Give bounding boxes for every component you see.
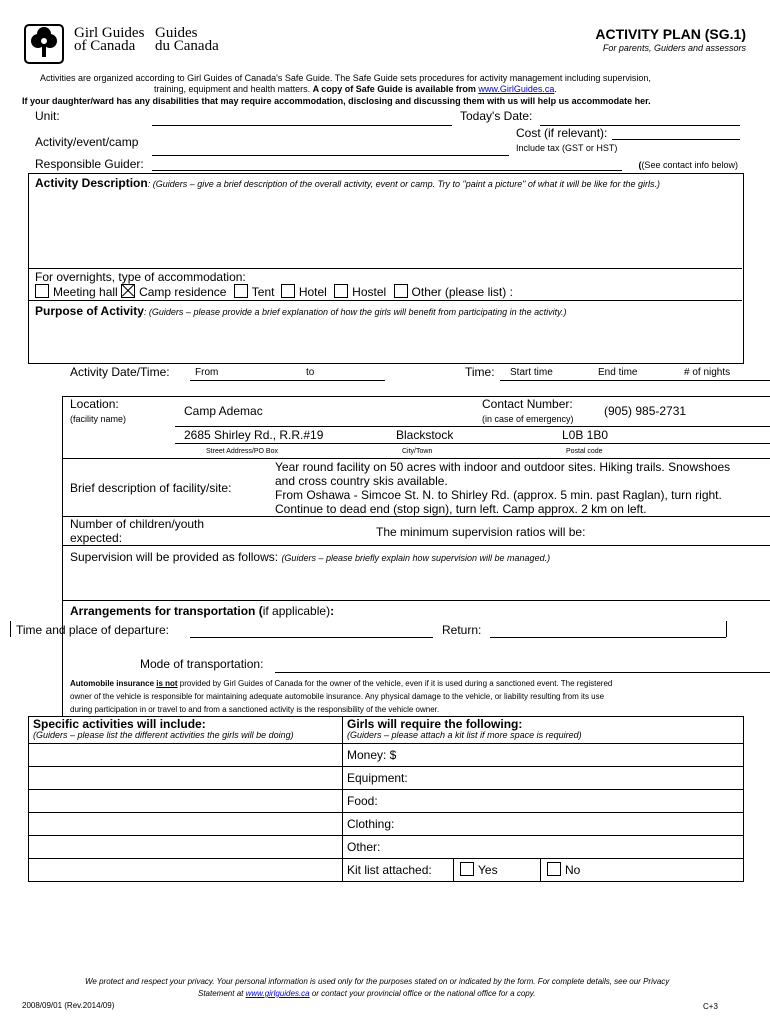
option-tent[interactable]	[234, 285, 275, 299]
activity-description-label: Activity Description	[35, 176, 148, 190]
table-row	[29, 836, 744, 859]
insurance-line-3: during participation in or travel to and from a sanctioned activity is the responsibility of the vehicle owner.	[70, 705, 440, 714]
cost-note: Include tax (GST or HST)	[516, 143, 618, 153]
transport-mode-field[interactable]	[275, 672, 770, 673]
logo	[24, 24, 64, 64]
checkbox-icon[interactable]	[281, 284, 295, 298]
activities-right-hint: (Guiders – please attach a kit list if more space is required)	[347, 730, 582, 740]
checkbox-icon[interactable]	[234, 284, 248, 298]
checkbox-icon[interactable]	[460, 862, 474, 876]
requirement-cell[interactable]: Clothing:	[343, 813, 744, 836]
location-name[interactable]: Camp Ademac	[184, 404, 263, 418]
intro-line-2: training, equipment and health matters. A copy of Safe Guide is available from www.GirlGuides.ca.	[154, 84, 557, 94]
requirement-cell[interactable]: Money: $	[343, 744, 744, 767]
option-camp-residence[interactable]	[121, 285, 226, 299]
form-code: C+3	[703, 1002, 718, 1011]
supervision-label: Supervision will be provided as follows:	[70, 550, 282, 564]
option-label: Tent	[251, 285, 275, 299]
activity-cell[interactable]	[29, 767, 343, 790]
table-row	[29, 744, 744, 767]
table-row	[29, 717, 744, 744]
contact-info-note-text: (See contact info below)	[641, 160, 738, 170]
insurance-not: is not	[156, 679, 178, 688]
activity-cell[interactable]	[29, 790, 343, 813]
intro-line-2-text: training, equipment and health matters.	[154, 84, 313, 94]
option-meeting-hall[interactable]	[35, 285, 118, 299]
transportation-heading	[70, 604, 334, 618]
transportation-label-plain: if applicable)	[262, 604, 331, 618]
divider	[62, 600, 770, 601]
privacy-line-2-post: or contact your provincial office or the national office for a copy.	[309, 989, 536, 998]
cost-label: Cost (if relevant):	[516, 126, 608, 140]
facility-description[interactable]	[275, 460, 730, 516]
activities-left-title: Specific activities will include:	[33, 717, 206, 731]
purpose-hint: : (Guiders – please provide a brief explanation of how the girls will benefit from participating in the activity.)	[143, 307, 567, 317]
overnight-label: For overnights, type of accommodation:	[35, 270, 246, 284]
table-header-cell	[29, 717, 343, 744]
activity-description-hint: : (Guiders – give a brief description of the overall activity, event or camp. Try to "paint a picture" of what it will be like for the girls.)	[147, 179, 660, 189]
purpose-label: Purpose of Activity	[35, 304, 144, 318]
activity-date-field[interactable]	[190, 380, 385, 381]
facility-name-label: (facility name)	[70, 414, 127, 424]
contact-info-note: ((See contact info below)	[638, 160, 738, 170]
revision-date: 2008/09/01 (Rev.2014/09)	[22, 1001, 115, 1010]
supervision-ratios-label: The minimum supervision ratios will be:	[376, 525, 586, 539]
privacy-line-1: We protect and respect your privacy. Your personal information is used only for the purposes stated on or indicated by the form. For complete details, see our Privacy	[85, 977, 670, 986]
privacy-line-2-pre: Statement at	[198, 989, 246, 998]
street-address-caption: Street Address/PO Box	[206, 448, 278, 455]
activity-cell[interactable]	[29, 744, 343, 767]
transportation-label-end: :	[330, 604, 335, 618]
facility-description-line: and cross country skis available.	[275, 474, 448, 488]
cost-field[interactable]	[612, 139, 740, 140]
children-label-2: expected:	[70, 531, 123, 545]
privacy-line-2	[198, 989, 535, 998]
date-from-label: From	[195, 367, 219, 378]
table-header-cell	[343, 717, 744, 744]
time-label: Time:	[465, 365, 495, 379]
facility-description-line: From Oshawa - Simcoe St. N. to Shirley Rd. (approx. 5 min. past Raglan), turn right.	[275, 488, 722, 502]
option-label: Camp residence	[139, 285, 227, 299]
checkbox-checked-icon[interactable]	[121, 284, 135, 298]
contact-phone[interactable]: (905) 985-2731	[604, 404, 687, 418]
section-border	[62, 396, 63, 716]
option-label: Other (please list) :	[411, 285, 513, 299]
org-name-en-2: of Canada	[74, 38, 136, 54]
girlguides-link[interactable]: www.GirlGuides.ca	[478, 84, 555, 94]
option-other[interactable]	[394, 285, 513, 299]
divider	[28, 268, 742, 269]
departure-field[interactable]	[190, 637, 433, 638]
option-hotel[interactable]	[281, 285, 327, 299]
checkbox-icon[interactable]	[334, 284, 348, 298]
contact-number-label: Contact Number:	[482, 397, 573, 411]
street-address[interactable]: 2685 Shirley Rd., R.R.#19	[184, 428, 324, 442]
activities-table	[28, 716, 744, 882]
option-hostel[interactable]	[334, 285, 386, 299]
activity-description-heading	[35, 176, 660, 190]
city-town[interactable]: Blackstock	[396, 428, 454, 442]
postal-caption: Postal code	[566, 448, 603, 455]
supervision-heading	[70, 550, 550, 564]
return-field[interactable]	[490, 637, 726, 638]
activity-date-label: Activity Date/Time:	[70, 365, 170, 379]
return-label: Return:	[442, 623, 482, 637]
divider	[62, 545, 770, 546]
checkbox-icon[interactable]	[547, 862, 561, 876]
kit-no-label: No	[565, 863, 581, 877]
start-time-label: Start time	[510, 367, 553, 378]
address-underline	[175, 443, 770, 444]
intro-line-2-bold: A copy of Safe Guide is available from	[312, 84, 479, 94]
facility-description-line: Year round facility on 50 acres with indoor and outdoor sites. Hiking trails. Snowshoes	[275, 460, 731, 474]
requirement-cell[interactable]: Food:	[343, 790, 744, 813]
supervision-hint: (Guiders – please briefly explain how supervision will be managed.)	[281, 553, 551, 563]
unit-label: Unit:	[35, 109, 60, 123]
responsible-guider-label: Responsible Guider:	[35, 157, 144, 171]
trefoil-icon	[24, 24, 64, 64]
table-row	[29, 767, 744, 790]
transport-mode-label: Mode of transportation:	[140, 657, 264, 671]
privacy-link[interactable]: www.girlguides.ca	[245, 989, 310, 998]
responsible-guider-field[interactable]	[152, 170, 622, 171]
page-title: ACTIVITY PLAN (SG.1)	[595, 26, 746, 42]
purpose-heading	[35, 304, 566, 318]
unit-field[interactable]	[152, 125, 452, 126]
todays-date-label: Today's Date:	[460, 109, 533, 123]
checkbox-icon[interactable]	[35, 284, 49, 298]
page-subtitle: For parents, Guiders and assessors	[602, 43, 746, 53]
end-time-label: End time	[598, 367, 638, 378]
activity-event-label: Activity/event/camp	[35, 135, 139, 149]
intro-line-3: If your daughter/ward has any disabilities that may require accommodation, disclosing and discussing them with us will help us accommodate her.	[22, 96, 651, 106]
facility-description-label: Brief description of facility/site:	[70, 481, 232, 495]
section-border	[726, 621, 727, 637]
facility-description-line: Continue to dead end (stop sign), turn left. Camp approx. 2 km on left.	[275, 502, 647, 516]
kit-yes-option[interactable]	[454, 859, 541, 881]
activity-cell[interactable]	[29, 836, 343, 859]
requirement-cell[interactable]: Equipment:	[343, 767, 744, 790]
requirement-cell[interactable]: Other:	[343, 836, 744, 859]
kit-list-cell	[343, 859, 744, 882]
nights-label: # of nights	[684, 367, 731, 378]
org-name-en-1: Girl Guides	[74, 25, 145, 41]
emergency-note: (in case of emergency)	[482, 414, 574, 424]
activity-event-field[interactable]	[152, 155, 509, 156]
kit-yes-label: Yes	[478, 863, 498, 877]
option-label: Hostel	[352, 285, 387, 299]
divider	[28, 300, 742, 301]
divider	[62, 396, 770, 397]
intro-line-1: Activities are organized according to Girl Guides of Canada's Safe Guide. The Safe Guide sets procedures for activity management including supervision,	[40, 73, 651, 83]
table-row	[29, 790, 744, 813]
transportation-label-bold: Arrangements for transportation (	[70, 604, 263, 618]
insurance-line-1: provided by Girl Guides of Canada for the owner of the vehicle, even if it is used during a sanctioned event. The registered	[177, 679, 613, 688]
insurance-notice	[70, 677, 612, 716]
insurance-bold: Automobile insurance	[70, 679, 157, 688]
activities-left-hint: (Guiders – please list the different activities the girls will be doing)	[33, 730, 294, 740]
children-label-1: Number of children/youth	[70, 517, 205, 531]
divider	[62, 458, 770, 459]
table-row	[29, 813, 744, 836]
location-label: Location:	[70, 397, 119, 411]
departure-label: Time and place of departure:	[16, 623, 169, 637]
time-field[interactable]	[500, 380, 770, 381]
activities-right-title: Girls will require the following:	[347, 717, 523, 731]
activity-cell[interactable]	[29, 813, 343, 836]
kit-no-option[interactable]	[541, 859, 580, 881]
table-row	[29, 859, 744, 882]
accommodation-options	[35, 284, 513, 299]
activity-cell[interactable]	[29, 859, 343, 882]
kit-list-label: Kit list attached:	[343, 859, 454, 881]
option-label: Meeting hall	[53, 285, 118, 299]
section-border	[10, 621, 11, 637]
option-label: Hotel	[298, 285, 327, 299]
insurance-line-2: owner of the vehicle is responsible for maintaining adequate automobile insurance. Any physical damage to the vehicle, or liability resulting from its use	[70, 692, 605, 701]
org-name-fr-1: Guides	[155, 25, 198, 41]
org-name-fr-2: du Canada	[155, 38, 219, 54]
city-caption: City/Town	[402, 448, 433, 455]
postal-code[interactable]: L0B 1B0	[562, 428, 609, 442]
location-name-underline	[175, 426, 770, 427]
checkbox-icon[interactable]	[394, 284, 408, 298]
date-to-label: to	[306, 367, 315, 378]
